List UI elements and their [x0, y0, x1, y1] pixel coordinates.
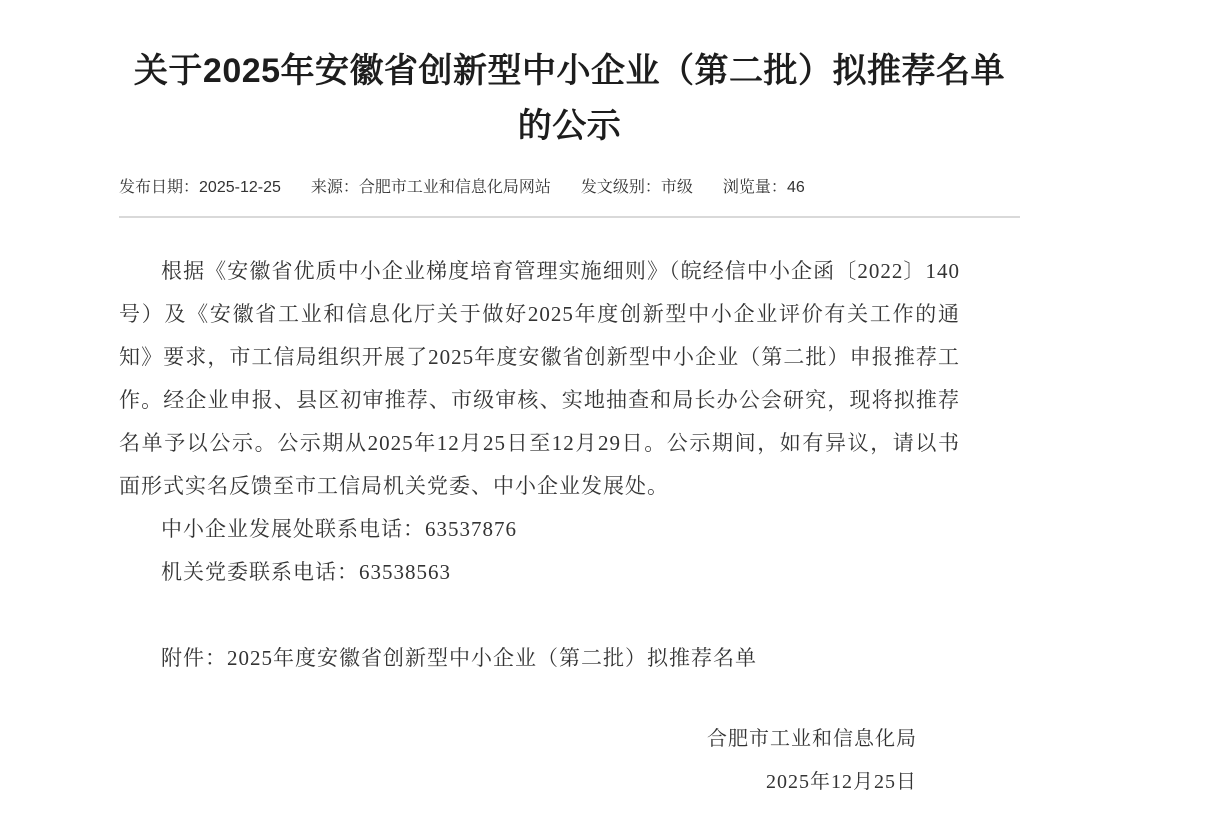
article-container	[119, 0, 1020, 804]
body-paragraph: 根据《安徽省优质中小企业梯度培育管理实施细则》（皖经信中小企函〔2022〕140号）及《安徽省工业和信息化厅关于做好2025年度创新型中小企业评价有关工作的通知》要求，市工信局组织开展了2025年度安徽省创新型中小企业（第二批）申报推荐工作。经企业申报、县区初审推荐、市级审核、实地抽查和局长办公会研究，现将拟推荐名单予以公示。公示期从2025年12月25日至12月29日。公示期间，如有异议，请以书面形式实名反馈至市工信局机关党委、中小企业发展处。	[119, 259, 960, 498]
view-count	[723, 178, 805, 198]
divider	[119, 216, 1020, 218]
view-count-label: 浏览量：	[722, 179, 787, 196]
signature-block	[119, 718, 960, 804]
publish-date	[119, 178, 281, 198]
attachment-link[interactable]: 附件：2025年度安徽省创新型中小企业（第二批）拟推荐名单	[161, 646, 757, 670]
doc-level	[581, 178, 693, 198]
meta-bar	[119, 178, 1020, 198]
source-label: 来源：	[310, 179, 359, 196]
article-body	[119, 250, 1020, 804]
contact-phone-sme-division: 中小企业发展处联系电话：63537876	[161, 517, 517, 541]
publish-date-value: 2025-12-25	[199, 179, 281, 196]
source-value: 合肥市工业和信息化局网站	[358, 179, 551, 196]
agency-signature: 合肥市工业和信息化局	[707, 728, 917, 750]
contact-phone-party-committee: 机关党委联系电话：63538563	[161, 560, 451, 584]
signature-date: 2025年12月25日	[766, 771, 917, 793]
page-title: 关于2025年安徽省创新型中小企业（第二批）拟推荐名单的公示	[133, 52, 1006, 145]
source	[311, 178, 551, 198]
publish-date-label: 发布日期：	[119, 179, 200, 196]
doc-level-label: 发文级别：	[580, 179, 661, 196]
view-count-value: 46	[786, 179, 805, 196]
doc-level-value: 市级	[660, 179, 693, 196]
